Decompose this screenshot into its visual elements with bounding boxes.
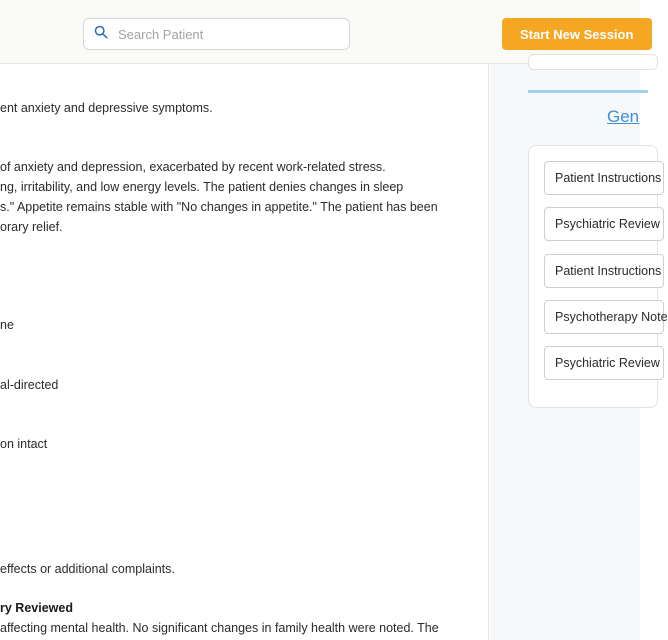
search-icon	[94, 25, 108, 44]
template-button[interactable]: Patient Instructions	[544, 161, 664, 195]
search-input[interactable]	[118, 27, 338, 42]
note-line: on intact	[0, 437, 48, 451]
template-sidebar	[490, 64, 668, 640]
note-section-heading: ry Reviewed	[0, 601, 73, 615]
template-button[interactable]: Psychiatric Review	[544, 346, 664, 380]
sidebar-divider	[528, 90, 648, 93]
generate-link[interactable]: Gen	[607, 107, 640, 126]
template-button[interactable]: Patient Instructions	[544, 254, 664, 288]
template-list	[528, 145, 668, 408]
template-button[interactable]: Psychotherapy Note	[544, 300, 664, 334]
note-line: ent anxiety and depressive symptoms.	[0, 101, 213, 115]
note-line: al-directed	[0, 378, 59, 392]
sidebar-top-card	[528, 54, 658, 70]
note-line: affecting mental health. No significant changes in family health were noted. The	[0, 621, 439, 635]
note-line: orary relief.	[0, 220, 63, 234]
note-line: ng, irritability, and low energy levels. The patient denies changes in sleep	[0, 180, 404, 194]
note-line: of anxiety and depression, exacerbated by recent work-related stress.	[0, 160, 386, 174]
note-line: s." Appetite remains stable with "No changes in appetite." The patient has been	[0, 200, 438, 214]
template-button[interactable]: Psychiatric Review	[544, 207, 664, 241]
start-new-session-button[interactable]: Start New Session	[502, 18, 652, 50]
search-box[interactable]	[83, 18, 350, 50]
note-line: ne	[0, 318, 14, 332]
note-panel	[0, 64, 489, 640]
note-line: effects or additional complaints.	[0, 562, 175, 576]
